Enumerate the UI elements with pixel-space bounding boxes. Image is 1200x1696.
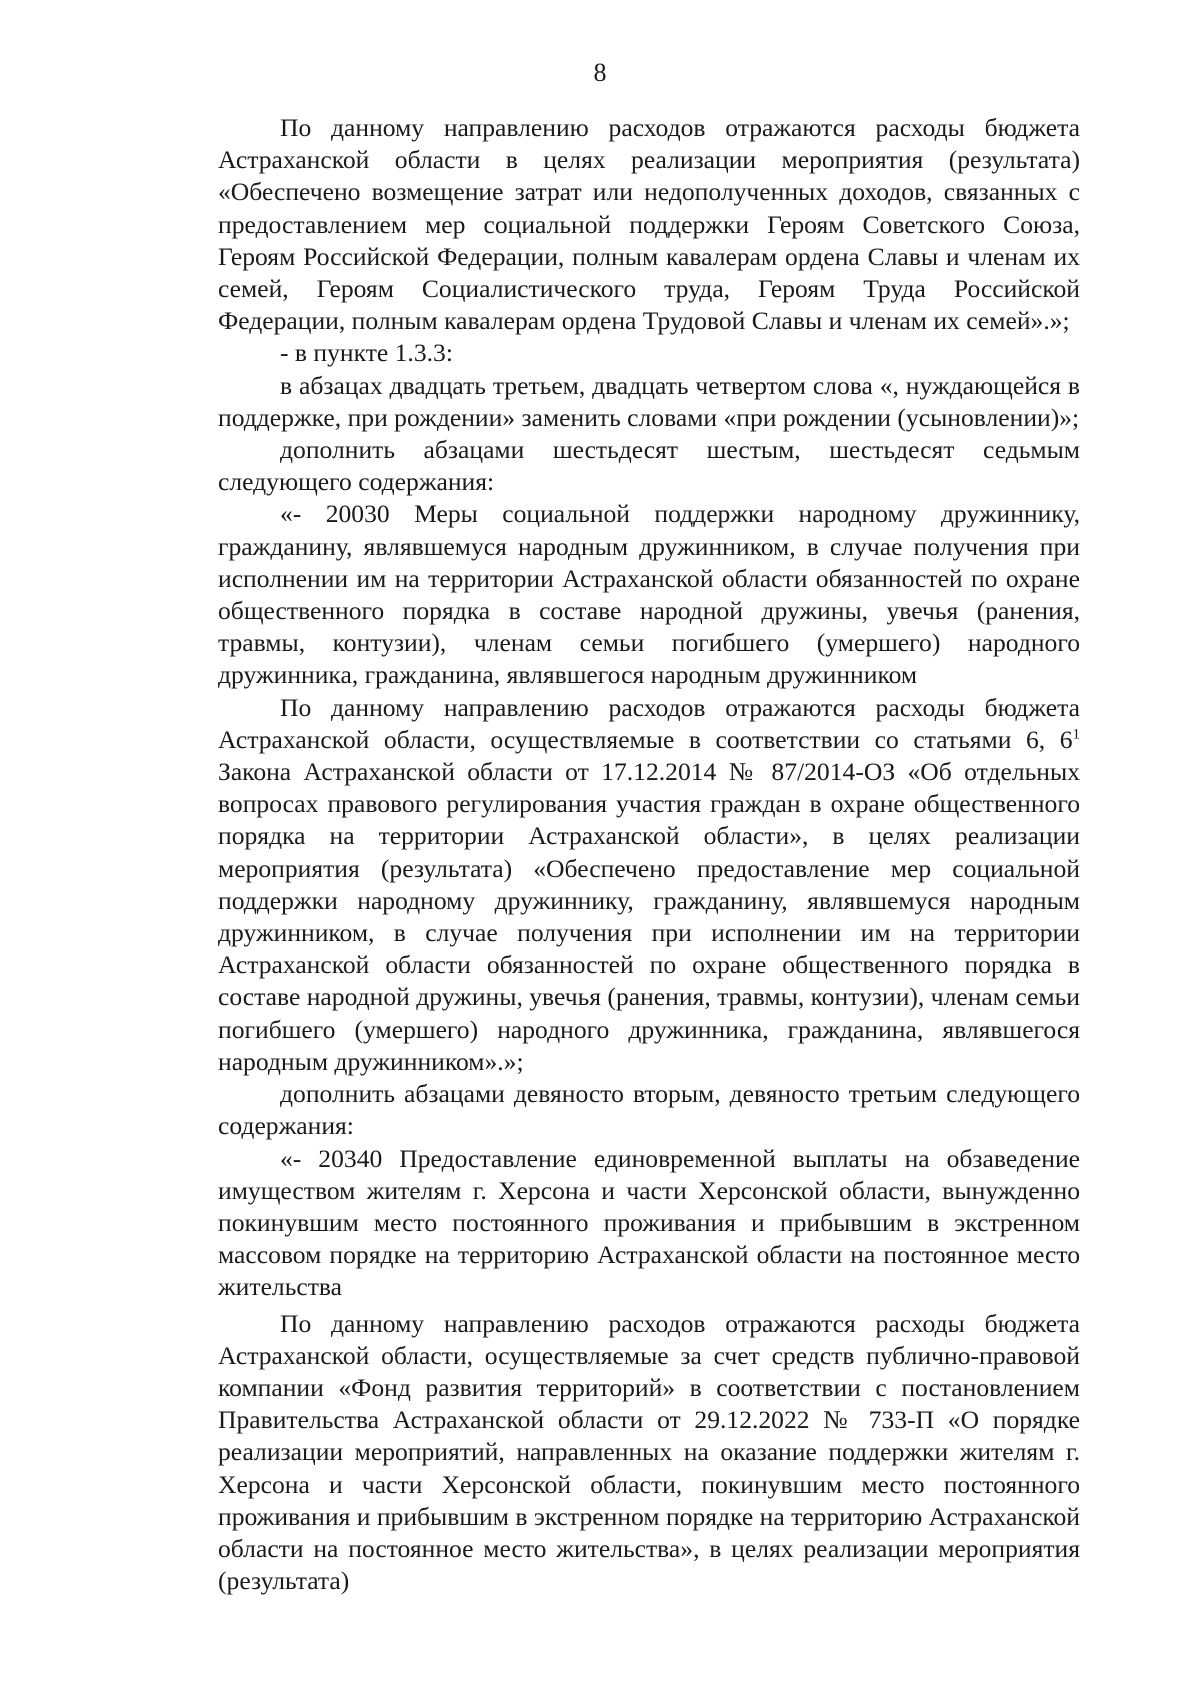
paragraph-expense-kherson: По данному направлению расходов отражаются расходы бюджета Астраханской области, осуществляемые за счет средств публично-правовой компании «Фонд развития территорий» в соответствии с постановлением Правительства Астраханской области от 29.12.2022 № 733-П «О порядке реализации мероприятий, направленных на оказание поддержки жителям г. Херсона и части Херсонской области, покинувшим место постоянного проживания и прибывшим в экстренном порядке на территорию Астраханской области на постоянное место жительства», в целях реализации мероприятия (результата) [218,1308,1080,1596]
paragraph-code-20030: «- 20030 Меры социальной поддержки народному дружиннику, гражданину, являвшемуся народным дружинником, в случае получения при исполнении им на территории Астраханской области обязанностей по охране общественного порядка в составе народной дружины, увечья (ранения, травмы, контузии), членам семьи погибшего (умершего) народного дружинника, гражданина, являвшегося народным дружинником [218,499,1080,690]
paragraph-amend-words: в абзацах двадцать третьем, двадцать четвертом слова «, нуждающейся в поддержке, при рождении» заменить словами «при рождении (усыновлении)»; [218,370,1080,432]
page-number: 8 [593,58,607,87]
document-body [218,112,1080,1597]
paragraph-code-20340: «- 20340 Предоставление единовременной выплаты на обзаведение имуществом жителям г. Херсона и части Херсонской области, вынужденно покинувшим место постоянного проживания и прибывшим в экстренном массовом порядке на территорию Астраханской области на постоянное место жительства [218,1143,1080,1302]
druzhina-text-end: Закона Астраханской области от 17.12.2014 № 87/2014-ОЗ «Об отдельных вопросах правового регулирования участия граждан в охране общественного порядка на территории Астраханской области», в целях реализации мероприятия (результата) «Обеспечено предоставление мер социальной поддержки народному дружиннику, гражданину, являвшемуся народным дружинником, в случае получения при исполнении им на территории Астраханской области обязанностей по охране общественного порядка в составе народной дружины, увечья (ранения, травмы, контузии), членам семьи погибшего (умершего) народного дружинника, гражданина, являвшегося народным дружинником».»; [218,757,1080,1076]
paragraph-expense-heroes: По данному направлению расходов отражаются расходы бюджета Астраханской области в целях реализации мероприятия (результата) «Обеспечено возмещение затрат или недополученных доходов, связанных с предоставлением мер социальной поддержки Героям Советского Союза, Героям Российской Федерации, полным кавалерам ордена Славы и членам их семей, Героям Социалистического труда, Героям Труда Российской Федерации, полным кавалерам ордена Трудовой Славы и членам их семей».»; [218,113,1080,336]
paragraph-add-92-93: дополнить абзацами девяносто вторым, девяносто третьим следующего содержания: [218,1079,1080,1141]
paragraph-add-66-67: дополнить абзацами шестьдесят шестым, шестьдесят седьмым следующего содержания: [218,435,1080,497]
paragraph-expense-druzhina [218,692,1080,1078]
paragraph-clause-1-3-3: - в пункте 1.3.3: [280,338,453,368]
druzhina-text-start: По данному направлению расходов отражаются расходы бюджета Астраханской области, осуществляемые в соответствии со статьями 6, 6 [218,692,1080,754]
footnote-superscript: 1 [1072,726,1080,743]
